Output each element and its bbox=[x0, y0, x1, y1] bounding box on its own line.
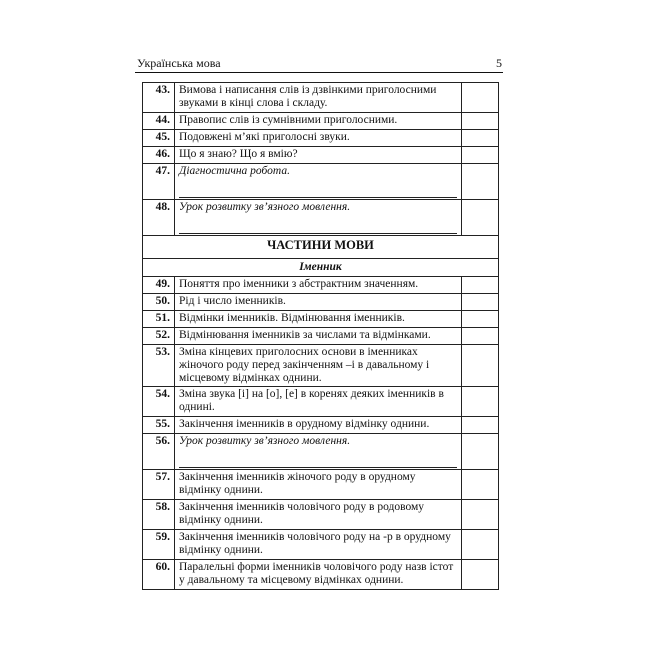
lesson-number: 53. bbox=[143, 345, 175, 387]
lesson-topic: Закінчення іменників чоловічого роду на -р в орудному відмінку однини. bbox=[179, 531, 451, 556]
writing-line bbox=[179, 183, 457, 198]
page-number: 5 bbox=[496, 56, 502, 70]
lesson-number: 58. bbox=[143, 500, 175, 530]
lesson-topic: Що я знаю? Що я вмію? bbox=[179, 148, 298, 160]
section-row bbox=[143, 236, 499, 259]
lesson-number: 57. bbox=[143, 470, 175, 500]
section-title: ЧАСТИНИ МОВИ bbox=[143, 236, 499, 259]
lesson-topic-cell bbox=[175, 500, 462, 530]
lesson-number: 46. bbox=[143, 147, 175, 164]
lesson-topic: Відмінювання іменників за числами та відмінками. bbox=[179, 329, 431, 341]
lesson-topic: Закінчення іменників в орудному відмінку однини. bbox=[179, 418, 430, 430]
lesson-row bbox=[143, 560, 499, 590]
lesson-topic-cell bbox=[175, 277, 462, 294]
lesson-topic: Правопис слів із сумнівними приголосними. bbox=[179, 114, 398, 126]
lesson-row bbox=[143, 277, 499, 294]
lesson-topic-cell bbox=[175, 560, 462, 590]
lesson-topic-cell bbox=[175, 417, 462, 434]
notes-cell bbox=[462, 500, 499, 530]
lesson-row bbox=[143, 500, 499, 530]
lesson-row bbox=[143, 164, 499, 200]
lesson-topic-cell bbox=[175, 147, 462, 164]
lesson-topic-cell bbox=[175, 83, 462, 113]
notes-cell bbox=[462, 470, 499, 500]
notes-cell bbox=[462, 147, 499, 164]
lesson-topic-cell bbox=[175, 387, 462, 417]
lesson-topic-cell bbox=[175, 200, 462, 236]
notes-cell bbox=[462, 345, 499, 387]
running-title: Українська мова bbox=[137, 56, 221, 70]
lesson-topic-cell bbox=[175, 164, 462, 200]
lesson-number: 60. bbox=[143, 560, 175, 590]
lesson-row bbox=[143, 530, 499, 560]
lesson-topic: Урок розвитку зв’язного мовлення. bbox=[179, 435, 351, 447]
lesson-topic: Поняття про іменники з абстрактним значенням. bbox=[179, 278, 419, 290]
lesson-topic: Урок розвитку зв’язного мовлення. bbox=[179, 201, 351, 213]
notes-cell bbox=[462, 434, 499, 470]
notes-cell bbox=[462, 113, 499, 130]
notes-cell bbox=[462, 560, 499, 590]
lesson-row bbox=[143, 417, 499, 434]
notes-cell bbox=[462, 328, 499, 345]
lesson-row bbox=[143, 345, 499, 387]
lesson-row bbox=[143, 328, 499, 345]
lesson-plan-table bbox=[142, 82, 499, 590]
lesson-topic: Рід і число іменників. bbox=[179, 295, 286, 307]
notes-cell bbox=[462, 277, 499, 294]
notes-cell bbox=[462, 200, 499, 236]
lesson-topic: Закінчення іменників жіночого роду в орудному відмінку однини. bbox=[179, 471, 416, 496]
lesson-row bbox=[143, 200, 499, 236]
lesson-topic: Зміна звука [і] на [о], [е] в коренях деяких іменників в однині. bbox=[179, 388, 444, 413]
lesson-topic-cell bbox=[175, 113, 462, 130]
lesson-topic: Діагностична робота. bbox=[179, 165, 290, 177]
lesson-number: 56. bbox=[143, 434, 175, 470]
lesson-number: 55. bbox=[143, 417, 175, 434]
lesson-row bbox=[143, 470, 499, 500]
lesson-row bbox=[143, 130, 499, 147]
lesson-number: 54. bbox=[143, 387, 175, 417]
lesson-topic: Зміна кінцевих приголосних основи в іменниках жіночого роду перед закінченням –і в давальному і місцевому відмінках однини. bbox=[179, 346, 430, 384]
lesson-topic-cell bbox=[175, 530, 462, 560]
notes-cell bbox=[462, 387, 499, 417]
lesson-number: 51. bbox=[143, 311, 175, 328]
subsection-row bbox=[143, 259, 499, 277]
lesson-topic-cell bbox=[175, 130, 462, 147]
notes-cell bbox=[462, 530, 499, 560]
subsection-title: Іменник bbox=[143, 259, 499, 277]
lesson-number: 45. bbox=[143, 130, 175, 147]
lesson-topic: Подовжені м’які приголосні звуки. bbox=[179, 131, 350, 143]
lesson-number: 59. bbox=[143, 530, 175, 560]
notes-cell bbox=[462, 294, 499, 311]
writing-line bbox=[179, 453, 457, 468]
lesson-topic-cell bbox=[175, 345, 462, 387]
lesson-row bbox=[143, 113, 499, 130]
notes-cell bbox=[462, 130, 499, 147]
lesson-row bbox=[143, 83, 499, 113]
lesson-topic-cell bbox=[175, 434, 462, 470]
lesson-topic-cell bbox=[175, 470, 462, 500]
lesson-row bbox=[143, 147, 499, 164]
lesson-topic: Паралельні форми іменників чоловічого роду назв істот у давальному та місцевому відмінках однини. bbox=[179, 561, 454, 586]
lesson-number: 50. bbox=[143, 294, 175, 311]
writing-line bbox=[179, 219, 457, 234]
lesson-topic-cell bbox=[175, 294, 462, 311]
lesson-number: 49. bbox=[143, 277, 175, 294]
notes-cell bbox=[462, 417, 499, 434]
lesson-row bbox=[143, 434, 499, 470]
lesson-number: 43. bbox=[143, 83, 175, 113]
lesson-row bbox=[143, 387, 499, 417]
lesson-number: 47. bbox=[143, 164, 175, 200]
notes-cell bbox=[462, 164, 499, 200]
lesson-topic-cell bbox=[175, 311, 462, 328]
notes-cell bbox=[462, 83, 499, 113]
lesson-topic: Закінчення іменників чоловічого роду в родовому відмінку однини. bbox=[179, 501, 425, 526]
lesson-number: 52. bbox=[143, 328, 175, 345]
lesson-topic: Відмінки іменників. Відмінювання іменників. bbox=[179, 312, 405, 324]
lesson-number: 44. bbox=[143, 113, 175, 130]
lesson-number: 48. bbox=[143, 200, 175, 236]
lesson-row bbox=[143, 311, 499, 328]
header-rule bbox=[135, 72, 503, 73]
lesson-topic: Вимова і написання слів із дзвінкими приголосними звуками в кінці слова і складу. bbox=[179, 84, 437, 109]
lesson-row bbox=[143, 294, 499, 311]
notes-cell bbox=[462, 311, 499, 328]
lesson-topic-cell bbox=[175, 328, 462, 345]
